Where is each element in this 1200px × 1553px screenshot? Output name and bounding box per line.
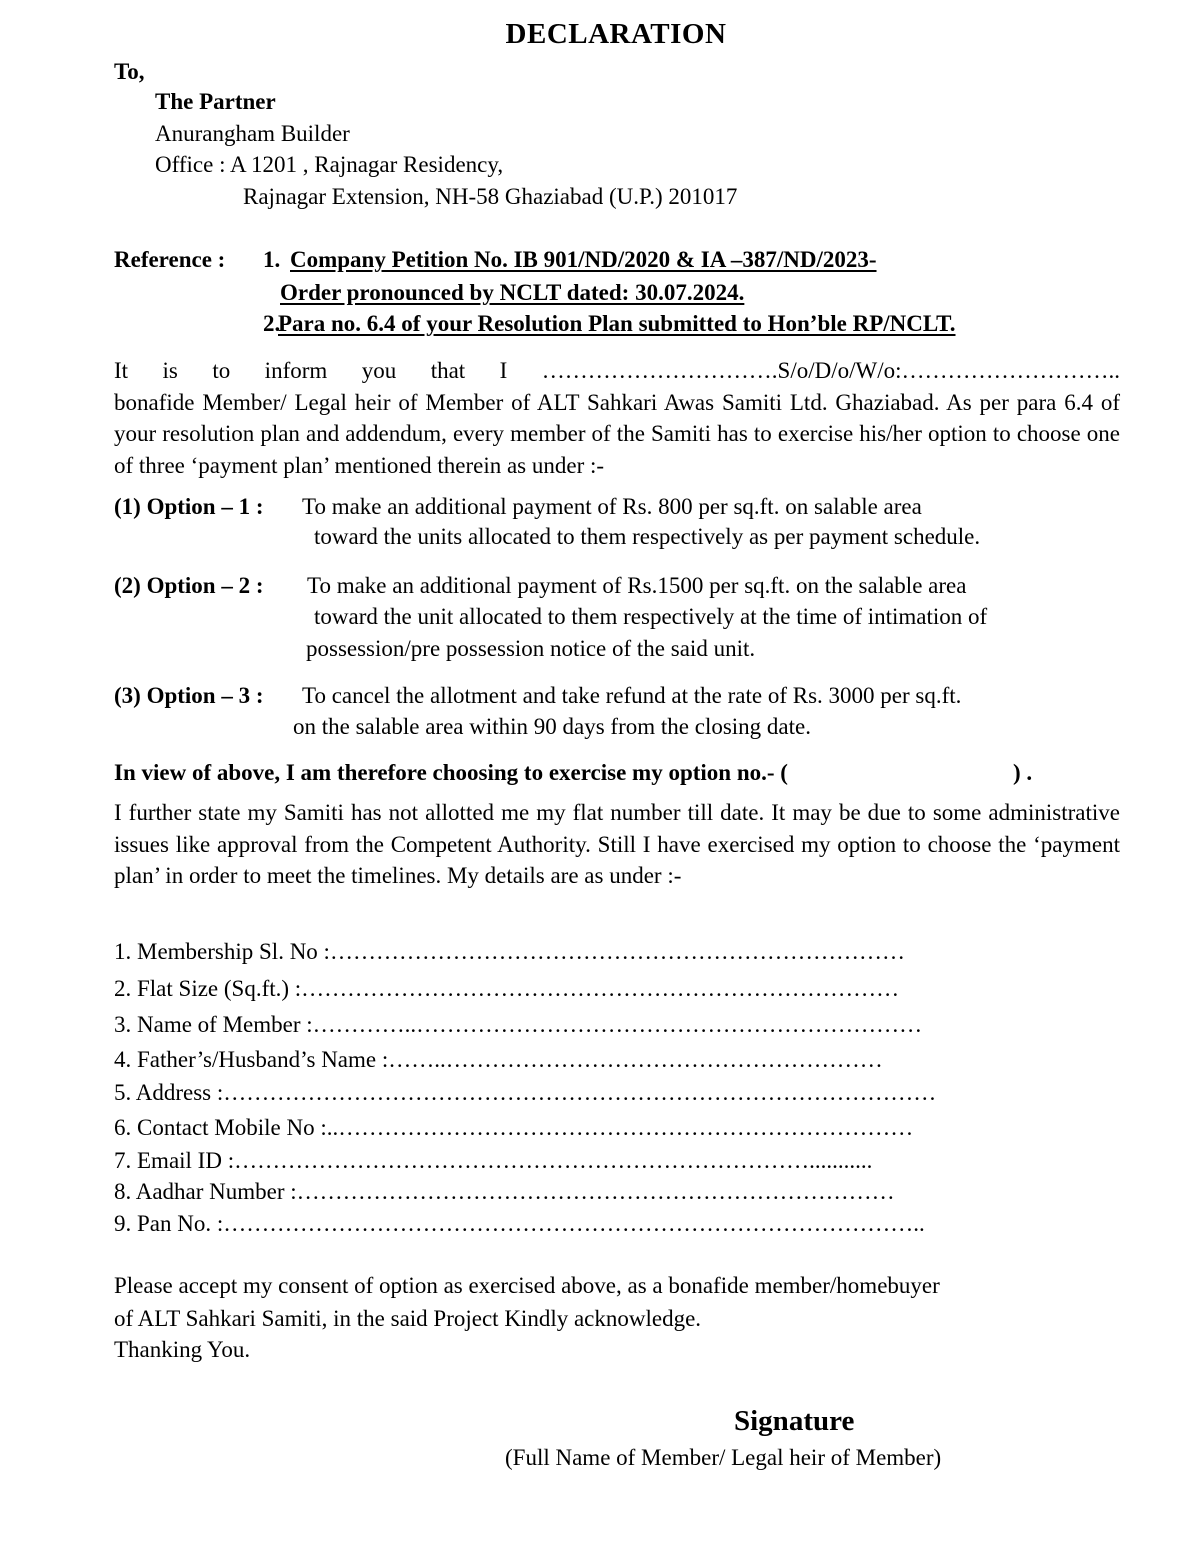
field-aadhar-number[interactable]: 8. Aadhar Number :……………………………………………………………………	[114, 1179, 895, 1204]
option-3-label: Option – 3 :	[146, 683, 264, 708]
option-1-heading	[114, 491, 264, 523]
field-flat-size[interactable]: 2. Flat Size (Sq.ft.) :……………………………………………………………………	[114, 976, 900, 1001]
field-father-husband-name[interactable]: 4. Father’s/Husband’s Name :……..…………………………………………………	[114, 1047, 883, 1072]
option-2-line-2: toward the unit allocated to them respectively at the time of intimation of	[314, 604, 988, 629]
option-3-line-1: To cancel the allotment and take refund at the rate of Rs. 3000 per sq.ft.	[302, 683, 962, 708]
addressee-office: Office : A 1201 , Rajnagar Residency,	[155, 152, 504, 177]
option-2-line-3: possession/pre possession notice of the said unit.	[306, 636, 756, 661]
signature-label: Signature	[734, 1405, 855, 1437]
option-2-number: (2)	[114, 573, 141, 598]
addressee-company: Anurangham Builder	[155, 121, 350, 146]
field-member-name[interactable]: 3. Name of Member :…………..…………………………………………………………	[114, 1012, 923, 1037]
salutation-to: To,	[114, 59, 145, 84]
reference-number-2: 2.	[263, 311, 281, 336]
field-mobile-no[interactable]: 6. Contact Mobile No :..…………………………………………………………………	[114, 1115, 914, 1140]
intro-line-1: It is to inform you that I ………………………….S/o/D/o/W/o:………………………..	[114, 358, 1120, 383]
closing-line-2: of ALT Sahkari Samiti, in the said Project Kindly acknowledge.	[114, 1306, 702, 1331]
further-paragraph: I further state my Samiti has not allotted me my flat number till date. It may be due to some administrative issues like approval from the Competent Authority. Still I have exercised my option to choose the ‘payment plan’ in order to meet the timelines. My details are as under :-	[114, 800, 1120, 888]
reference-item-1-line-1: Company Petition No. IB 901/ND/2020 & IA –387/ND/2023-	[290, 247, 877, 272]
option-2-heading	[114, 570, 264, 602]
intro-paragraph	[114, 355, 1120, 481]
option-3-line-2: on the salable area within 90 days from the closing date.	[293, 714, 811, 739]
option-choice-text: In view of above, I am therefore choosing to exercise my option no.- (	[114, 760, 788, 785]
option-choice-blank[interactable]	[924, 757, 1008, 787]
field-email-id[interactable]: 7. Email ID :…………………………………………………………………...........	[114, 1148, 873, 1173]
closing-thanks: Thanking You.	[114, 1337, 251, 1362]
closing-line-1: Please accept my consent of option as exercised above, as a bonafide member/homebuyer	[114, 1273, 940, 1298]
field-pan-no[interactable]: 9. Pan No. :………………………………………………………………………………..	[114, 1211, 925, 1236]
document-title: DECLARATION	[505, 18, 727, 50]
field-membership-no[interactable]: 1. Membership Sl. No :…………………………………………………………………	[114, 939, 905, 964]
option-3-heading	[114, 680, 264, 712]
option-2-label: Option – 2 :	[146, 573, 264, 598]
addressee-title: The Partner	[155, 89, 276, 114]
option-1-line-1: To make an additional payment of Rs. 800 per sq.ft. on salable area	[302, 494, 922, 519]
reference-number-1: 1.	[263, 247, 281, 272]
reference-item-2: Para no. 6.4 of your Resolution Plan submitted to Hon’ble RP/NCLT.	[278, 311, 956, 336]
field-address[interactable]: 5. Address :…………………………………………………………………………………	[114, 1080, 937, 1105]
intro-rest: bonafide Member/ Legal heir of Member of ALT Sahkari Awas Samiti Ltd. Ghaziabad. As per para 6.4 of your resolution plan and addendum, every member of the Samiti has to exercise his/her option to choose one of three ‘payment plan’ mentioned therein as under :-	[114, 389, 1120, 478]
option-1-line-2: toward the units allocated to them respectively as per payment schedule.	[314, 524, 981, 549]
reference-item-1-line-2: Order pronounced by NCLT dated: 30.07.2024.	[280, 280, 745, 305]
reference-label: Reference :	[114, 247, 226, 272]
addressee-city: Rajnagar Extension, NH-58 Ghaziabad (U.P.) 201017	[243, 184, 738, 209]
option-2-line-1: To make an additional payment of Rs.1500 per sq.ft. on the salable area	[307, 573, 967, 598]
option-1-number: (1)	[114, 494, 141, 519]
option-choice-close: ) .	[1013, 760, 1033, 785]
option-1-label: Option – 1 :	[146, 494, 264, 519]
option-3-number: (3)	[114, 683, 141, 708]
signature-caption: (Full Name of Member/ Legal heir of Member)	[505, 1445, 942, 1470]
